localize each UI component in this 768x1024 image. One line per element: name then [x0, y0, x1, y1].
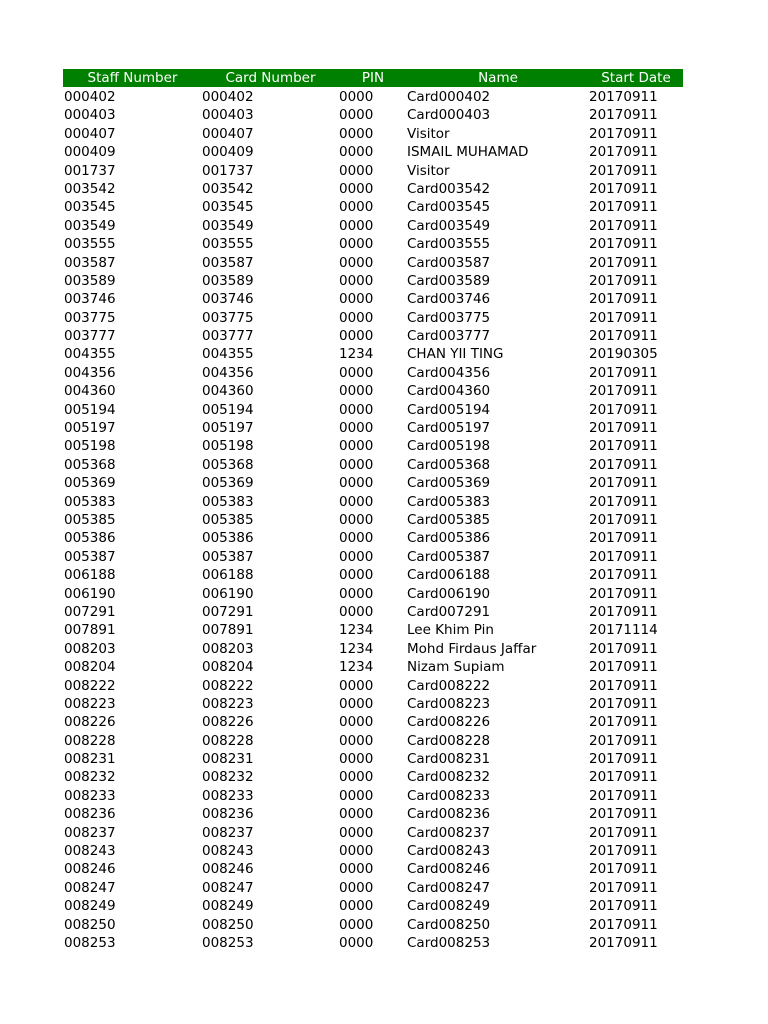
- staff-number-cell: 008253: [64, 934, 116, 951]
- table-row: [63, 842, 683, 860]
- pin-cell: 0000: [339, 475, 374, 492]
- name-cell: Card008233: [407, 787, 491, 804]
- name-cell: Card006188: [407, 567, 491, 584]
- staff-number-cell: 008250: [64, 916, 116, 933]
- staff-number-cell: 003775: [64, 309, 116, 326]
- table-row: [63, 106, 683, 124]
- name-cell: Card008236: [407, 806, 491, 823]
- pin-cell: 0000: [339, 144, 374, 161]
- name-cell: Card004360: [407, 383, 491, 400]
- staff-number-cell: 003549: [64, 217, 116, 234]
- header-staff-number: Staff Number: [87, 70, 178, 86]
- table-row: [63, 88, 683, 106]
- staff-number-cell: 003555: [64, 236, 116, 253]
- staff-number-cell: 008237: [64, 824, 116, 841]
- card-number-cell: 003589: [202, 272, 254, 289]
- staff-number-cell: 004356: [64, 364, 116, 381]
- card-number-cell: 005383: [202, 493, 254, 510]
- card-number-cell: 004356: [202, 364, 254, 381]
- table-row: [63, 382, 683, 400]
- staff-number-cell: 003542: [64, 180, 116, 197]
- start-date-cell: 20170911: [589, 420, 658, 437]
- name-cell: Card003545: [407, 199, 491, 216]
- staff-number-cell: 008243: [64, 843, 116, 860]
- card-number-cell: 004360: [202, 383, 254, 400]
- table-row: [63, 713, 683, 731]
- card-number-cell: 005368: [202, 456, 254, 473]
- start-date-cell: 20171114: [589, 622, 658, 639]
- start-date-cell: 20170911: [589, 475, 658, 492]
- start-date-cell: 20170911: [589, 125, 658, 142]
- name-cell: Card003589: [407, 272, 491, 289]
- name-cell: Card008246: [407, 861, 491, 878]
- staff-number-cell: 008203: [64, 640, 116, 657]
- name-cell: Card003549: [407, 217, 491, 234]
- staff-number-cell: 004355: [64, 346, 116, 363]
- table-row: [63, 621, 683, 639]
- card-number-cell: 008237: [202, 824, 254, 841]
- staff-number-cell: 008228: [64, 732, 116, 749]
- pin-cell: 0000: [339, 769, 374, 786]
- name-cell: Card008226: [407, 714, 491, 731]
- table-row: [63, 529, 683, 547]
- card-number-cell: 003775: [202, 309, 254, 326]
- pin-cell: 0000: [339, 125, 374, 142]
- pin-cell: 0000: [339, 806, 374, 823]
- name-cell: Card008232: [407, 769, 491, 786]
- pin-cell: 0000: [339, 751, 374, 768]
- start-date-cell: 20170911: [589, 401, 658, 418]
- start-date-cell: 20170911: [589, 254, 658, 271]
- staff-number-cell: 005197: [64, 420, 116, 437]
- table-row: [63, 254, 683, 272]
- start-date-cell: 20170911: [589, 695, 658, 712]
- name-cell: Card003746: [407, 291, 491, 308]
- staff-number-cell: 005194: [64, 401, 116, 418]
- card-number-cell: 008236: [202, 806, 254, 823]
- name-cell: Card008237: [407, 824, 491, 841]
- name-cell: Card008247: [407, 879, 491, 896]
- table-row: [63, 456, 683, 474]
- pin-cell: 0000: [339, 787, 374, 804]
- staff-number-cell: 006190: [64, 585, 116, 602]
- staff-number-cell: 000403: [64, 107, 116, 124]
- table-row: [63, 309, 683, 327]
- start-date-cell: 20170911: [589, 548, 658, 565]
- pin-cell: 0000: [339, 180, 374, 197]
- table-row: [63, 511, 683, 529]
- start-date-cell: 20170911: [589, 751, 658, 768]
- table-row: [63, 345, 683, 363]
- start-date-cell: 20170911: [589, 493, 658, 510]
- table-row: [63, 548, 683, 566]
- pin-cell: 0000: [339, 401, 374, 418]
- pin-cell: 0000: [339, 199, 374, 216]
- table-row: [63, 603, 683, 621]
- start-date-cell: 20170911: [589, 511, 658, 528]
- staff-number-cell: 005387: [64, 548, 116, 565]
- card-number-cell: 005194: [202, 401, 254, 418]
- pin-cell: 0000: [339, 824, 374, 841]
- pin-cell: 0000: [339, 511, 374, 528]
- pin-cell: 0000: [339, 438, 374, 455]
- header-name: Name: [478, 70, 518, 86]
- start-date-cell: 20170911: [589, 769, 658, 786]
- pin-cell: 0000: [339, 714, 374, 731]
- staff-number-cell: 003777: [64, 328, 116, 345]
- name-cell: Card005387: [407, 548, 491, 565]
- pin-cell: 0000: [339, 861, 374, 878]
- pin-cell: 0000: [339, 567, 374, 584]
- name-cell: Card003542: [407, 180, 491, 197]
- start-date-cell: 20170911: [589, 144, 658, 161]
- name-cell: Card008223: [407, 695, 491, 712]
- table-body: [63, 88, 683, 952]
- table-row: [63, 750, 683, 768]
- start-date-cell: 20170911: [589, 659, 658, 676]
- pin-cell: 0000: [339, 236, 374, 253]
- start-date-cell: 20170911: [589, 456, 658, 473]
- staff-number-cell: 000407: [64, 125, 116, 142]
- name-cell: Card005368: [407, 456, 491, 473]
- card-number-cell: 001737: [202, 162, 254, 179]
- start-date-cell: 20170911: [589, 180, 658, 197]
- name-cell: Card000403: [407, 107, 491, 124]
- card-number-cell: 008250: [202, 916, 254, 933]
- card-number-cell: 005387: [202, 548, 254, 565]
- card-number-cell: 005386: [202, 530, 254, 547]
- start-date-cell: 20170911: [589, 787, 658, 804]
- name-cell: Card005369: [407, 475, 491, 492]
- staff-number-cell: 005385: [64, 511, 116, 528]
- card-number-cell: 000402: [202, 89, 254, 105]
- pin-cell: 0000: [339, 107, 374, 124]
- staff-number-cell: 008232: [64, 769, 116, 786]
- table-row: [63, 272, 683, 290]
- pin-cell: 0000: [339, 309, 374, 326]
- card-number-cell: 000403: [202, 107, 254, 124]
- start-date-cell: 20170911: [589, 806, 658, 823]
- start-date-cell: 20170911: [589, 603, 658, 620]
- card-number-cell: 003545: [202, 199, 254, 216]
- table-row: [63, 437, 683, 455]
- staff-number-cell: 008233: [64, 787, 116, 804]
- table-row: [63, 824, 683, 842]
- staff-number-cell: 005383: [64, 493, 116, 510]
- card-number-cell: 008203: [202, 640, 254, 657]
- start-date-cell: 20170911: [589, 236, 658, 253]
- table-row: [63, 327, 683, 345]
- table-row: [63, 860, 683, 878]
- card-number-cell: 004355: [202, 346, 254, 363]
- card-number-cell: 008246: [202, 861, 254, 878]
- staff-number-cell: 008204: [64, 659, 116, 676]
- start-date-cell: 20170911: [589, 934, 658, 951]
- pin-cell: 0000: [339, 217, 374, 234]
- name-cell: Card008228: [407, 732, 491, 749]
- staff-number-cell: 008223: [64, 695, 116, 712]
- pin-cell: 0000: [339, 456, 374, 473]
- card-number-cell: 003746: [202, 291, 254, 308]
- start-date-cell: 20170911: [589, 824, 658, 841]
- table-row: [63, 695, 683, 713]
- name-cell: Card003775: [407, 309, 491, 326]
- card-number-cell: 008204: [202, 659, 254, 676]
- card-number-cell: 008228: [202, 732, 254, 749]
- staff-number-cell: 008246: [64, 861, 116, 878]
- start-date-cell: 20170911: [589, 162, 658, 179]
- staff-number-cell: 008247: [64, 879, 116, 896]
- card-number-cell: 000407: [202, 125, 254, 142]
- pin-cell: 0000: [339, 328, 374, 345]
- card-number-cell: 003542: [202, 180, 254, 197]
- pin-cell: 0000: [339, 254, 374, 271]
- name-cell: Card000402: [407, 89, 491, 105]
- start-date-cell: 20170911: [589, 89, 658, 105]
- name-cell: Card008231: [407, 751, 491, 768]
- staff-number-cell: 003587: [64, 254, 116, 271]
- name-cell: Card005198: [407, 438, 491, 455]
- table-row: [63, 677, 683, 695]
- staff-number-cell: 004360: [64, 383, 116, 400]
- name-cell: Card003777: [407, 328, 491, 345]
- table-row: [63, 474, 683, 492]
- staff-number-cell: 008249: [64, 898, 116, 915]
- card-number-cell: 000409: [202, 144, 254, 161]
- name-cell: Card005383: [407, 493, 491, 510]
- table-row: [63, 493, 683, 511]
- name-cell: Card003587: [407, 254, 491, 271]
- table-row: [63, 162, 683, 180]
- staff-number-cell: 007891: [64, 622, 116, 639]
- pin-cell: 0000: [339, 272, 374, 289]
- card-number-cell: 008226: [202, 714, 254, 731]
- start-date-cell: 20170911: [589, 272, 658, 289]
- staff-number-cell: 007291: [64, 603, 116, 620]
- table-row: [63, 916, 683, 934]
- staff-number-cell: 005368: [64, 456, 116, 473]
- name-cell: Card005386: [407, 530, 491, 547]
- table-row: [63, 879, 683, 897]
- start-date-cell: 20170911: [589, 328, 658, 345]
- name-cell: Card004356: [407, 364, 491, 381]
- table-row: [63, 787, 683, 805]
- pin-cell: 0000: [339, 934, 374, 951]
- start-date-cell: 20170911: [589, 567, 658, 584]
- start-date-cell: 20170911: [589, 861, 658, 878]
- start-date-cell: 20170911: [589, 364, 658, 381]
- staff-number-cell: 000409: [64, 144, 116, 161]
- table-row: [63, 805, 683, 823]
- start-date-cell: 20170911: [589, 843, 658, 860]
- name-cell: Card008222: [407, 677, 491, 694]
- name-cell: ISMAIL MUHAMAD: [407, 144, 529, 161]
- staff-number-cell: 005369: [64, 475, 116, 492]
- start-date-cell: 20170911: [589, 383, 658, 400]
- pin-cell: 0000: [339, 364, 374, 381]
- pin-cell: 0000: [339, 530, 374, 547]
- start-date-cell: 20170911: [589, 438, 658, 455]
- pin-cell: 0000: [339, 493, 374, 510]
- table-row: [63, 401, 683, 419]
- table-row: [63, 125, 683, 143]
- header-card-number: Card Number: [225, 70, 316, 86]
- start-date-cell: 20170911: [589, 585, 658, 602]
- card-number-cell: 003777: [202, 328, 254, 345]
- name-cell: Mohd Firdaus Jaffar: [407, 640, 537, 657]
- card-number-cell: 003587: [202, 254, 254, 271]
- start-date-cell: 20170911: [589, 199, 658, 216]
- staff-number-cell: 008236: [64, 806, 116, 823]
- card-number-cell: 005369: [202, 475, 254, 492]
- staff-number-cell: 000402: [64, 89, 116, 105]
- pin-cell: 1234: [339, 346, 374, 363]
- name-cell: Card005194: [407, 401, 491, 418]
- staff-number-cell: 003589: [64, 272, 116, 289]
- card-number-cell: 008232: [202, 769, 254, 786]
- name-cell: Visitor: [407, 125, 450, 142]
- table-row: [63, 290, 683, 308]
- staff-number-cell: 006188: [64, 567, 116, 584]
- start-date-cell: 20170911: [589, 107, 658, 124]
- name-cell: CHAN YII TING: [407, 346, 504, 363]
- name-cell: Card005197: [407, 420, 491, 437]
- staff-number-cell: 008222: [64, 677, 116, 694]
- card-number-cell: 008233: [202, 787, 254, 804]
- pin-cell: 0000: [339, 695, 374, 712]
- name-cell: Card008249: [407, 898, 491, 915]
- card-number-cell: 008247: [202, 879, 254, 896]
- start-date-cell: 20170911: [589, 640, 658, 657]
- start-date-cell: 20170911: [589, 916, 658, 933]
- staff-number-cell: 008226: [64, 714, 116, 731]
- table-row: [63, 180, 683, 198]
- name-cell: Card008250: [407, 916, 491, 933]
- card-number-cell: 007291: [202, 603, 254, 620]
- card-number-cell: 005197: [202, 420, 254, 437]
- name-cell: Card006190: [407, 585, 491, 602]
- table-row: [63, 235, 683, 253]
- name-cell: Visitor: [407, 162, 450, 179]
- name-cell: Card005385: [407, 511, 491, 528]
- pin-cell: 1234: [339, 622, 374, 639]
- table-row: [63, 640, 683, 658]
- start-date-cell: 20170911: [589, 291, 658, 308]
- card-number-cell: 008253: [202, 934, 254, 951]
- card-number-cell: 005385: [202, 511, 254, 528]
- table-row: [63, 658, 683, 676]
- table-row: [63, 198, 683, 216]
- staff-number-cell: 001737: [64, 162, 116, 179]
- staff-number-cell: 008231: [64, 751, 116, 768]
- start-date-cell: 20170911: [589, 677, 658, 694]
- start-date-cell: 20190305: [589, 346, 658, 363]
- pin-cell: 0000: [339, 162, 374, 179]
- table-row: [63, 585, 683, 603]
- pin-cell: 1234: [339, 640, 374, 657]
- card-number-cell: 003555: [202, 236, 254, 253]
- pin-cell: 0000: [339, 879, 374, 896]
- staff-number-cell: 005198: [64, 438, 116, 455]
- table-header: [63, 69, 683, 87]
- pin-cell: 1234: [339, 659, 374, 676]
- pin-cell: 0000: [339, 383, 374, 400]
- start-date-cell: 20170911: [589, 879, 658, 896]
- pin-cell: 0000: [339, 677, 374, 694]
- card-number-cell: 005198: [202, 438, 254, 455]
- name-cell: Nizam Supiam: [407, 659, 505, 676]
- pin-cell: 0000: [339, 585, 374, 602]
- name-cell: Card008243: [407, 843, 491, 860]
- card-number-cell: 008223: [202, 695, 254, 712]
- table-row: [63, 897, 683, 915]
- start-date-cell: 20170911: [589, 217, 658, 234]
- pin-cell: 0000: [339, 89, 374, 105]
- name-cell: Card003555: [407, 236, 491, 253]
- staff-card-table: [63, 69, 683, 952]
- start-date-cell: 20170911: [589, 309, 658, 326]
- table-row: [63, 364, 683, 382]
- pin-cell: 0000: [339, 420, 374, 437]
- pin-cell: 0000: [339, 603, 374, 620]
- start-date-cell: 20170911: [589, 898, 658, 915]
- pin-cell: 0000: [339, 843, 374, 860]
- card-number-cell: 008243: [202, 843, 254, 860]
- card-number-cell: 008222: [202, 677, 254, 694]
- start-date-cell: 20170911: [589, 732, 658, 749]
- header-start-date: Start Date: [601, 70, 671, 86]
- pin-cell: 0000: [339, 898, 374, 915]
- staff-number-cell: 003746: [64, 291, 116, 308]
- table-row: [63, 934, 683, 952]
- card-number-cell: 007891: [202, 622, 254, 639]
- table-row: [63, 419, 683, 437]
- pin-cell: 0000: [339, 548, 374, 565]
- table-row: [63, 217, 683, 235]
- table-row: [63, 143, 683, 161]
- card-number-cell: 003549: [202, 217, 254, 234]
- name-cell: Lee Khim Pin: [407, 622, 494, 639]
- pin-cell: 0000: [339, 916, 374, 933]
- staff-number-cell: 005386: [64, 530, 116, 547]
- table-row: [63, 566, 683, 584]
- start-date-cell: 20170911: [589, 714, 658, 731]
- card-number-cell: 006190: [202, 585, 254, 602]
- card-number-cell: 008249: [202, 898, 254, 915]
- pin-cell: 0000: [339, 291, 374, 308]
- card-number-cell: 006188: [202, 567, 254, 584]
- name-cell: Card008253: [407, 934, 491, 951]
- start-date-cell: 20170911: [589, 530, 658, 547]
- table-row: [63, 768, 683, 786]
- name-cell: Card007291: [407, 603, 491, 620]
- table-row: [63, 732, 683, 750]
- pin-cell: 0000: [339, 732, 374, 749]
- card-number-cell: 008231: [202, 751, 254, 768]
- header-pin: PIN: [361, 70, 385, 86]
- staff-number-cell: 003545: [64, 199, 116, 216]
